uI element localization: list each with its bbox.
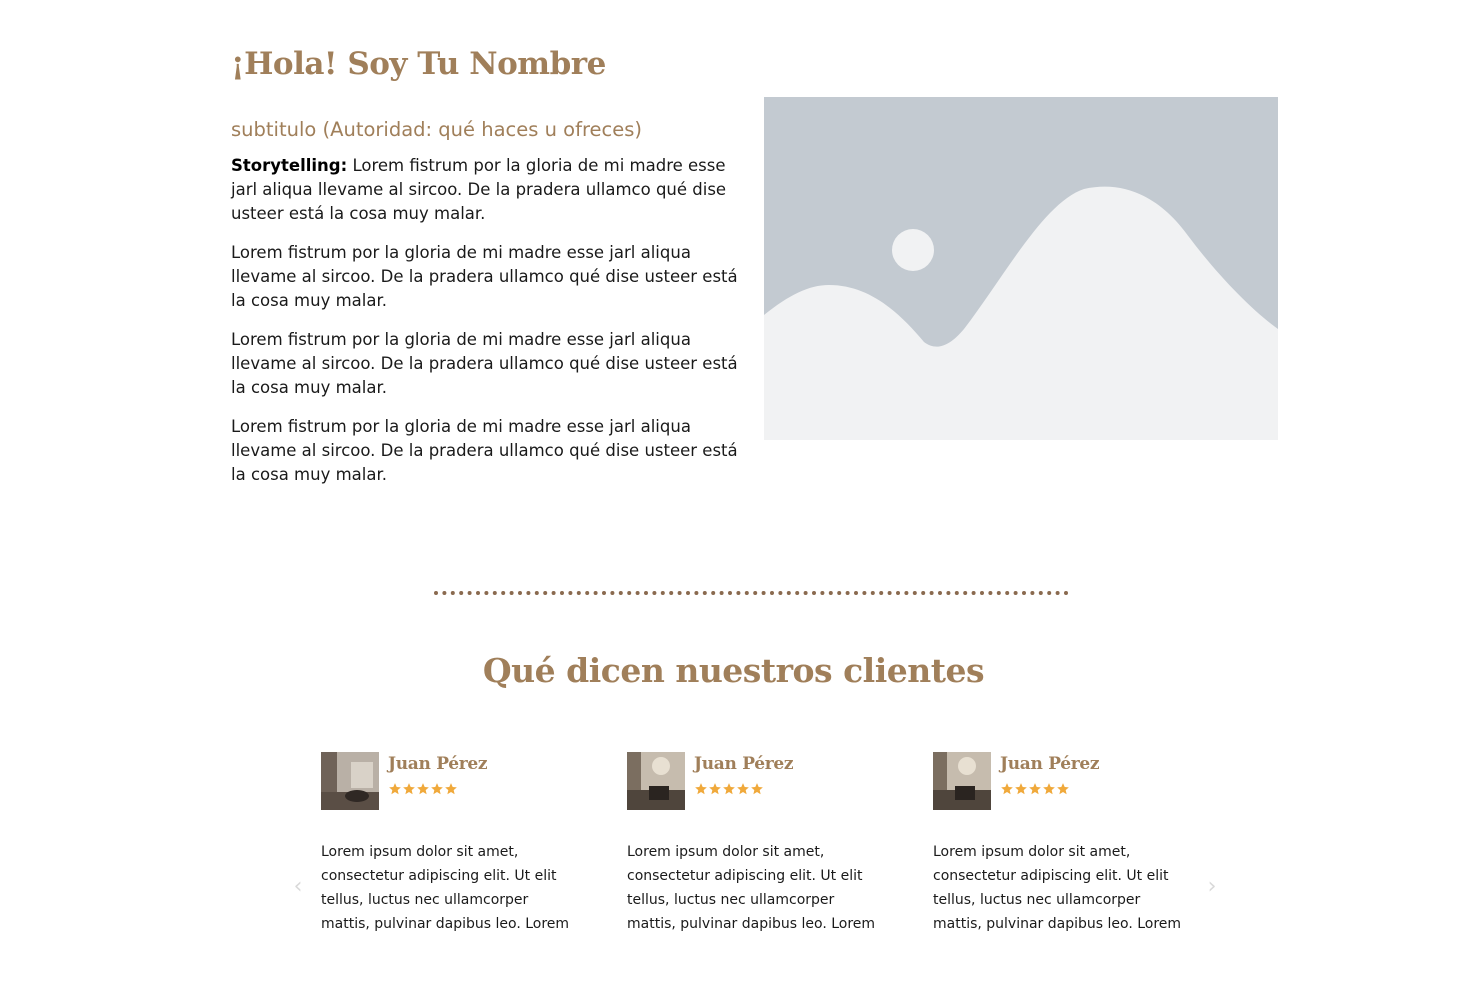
star-icon (722, 782, 736, 796)
star-icon (402, 782, 416, 796)
star-icon (1056, 782, 1070, 796)
testimonial-card (627, 752, 887, 932)
testimonial-name: Juan Pérez (1000, 754, 1100, 774)
star-icon (736, 782, 750, 796)
storytelling-paragraph (231, 154, 756, 226)
star-icon (1000, 782, 1014, 796)
testimonial-name: Juan Pérez (694, 754, 794, 774)
about-paragraph: Lorem fistrum por la gloria de mi madre esse jarl aliqua llevame al sircoo. De la pradera ullamco qué dise usteer está la cosa muy malar. (231, 243, 738, 310)
image-placeholder-icon (764, 97, 1278, 440)
about-subtitle: subtitulo (Autoridad: qué haces u ofreces) (231, 118, 643, 141)
avatar (321, 752, 379, 810)
star-icon (444, 782, 458, 796)
star-rating (1000, 782, 1070, 796)
testimonial-name: Juan Pérez (388, 754, 488, 774)
image-placeholder-graphic (764, 97, 1278, 440)
about-text-column (231, 116, 756, 502)
star-icon (430, 782, 444, 796)
testimonial-card (933, 752, 1193, 932)
testimonial-text: Lorem ipsum dolor sit amet, consectetur adipiscing elit. Ut elit tellus, luctus nec ullamcorper mattis, pulvinar dapibus leo. Lorem (933, 844, 1182, 932)
star-icon (708, 782, 722, 796)
star-rating (388, 782, 458, 796)
testimonials-title: Qué dicen nuestros clientes (482, 651, 985, 690)
chevron-left-icon[interactable]: ‹ (293, 874, 303, 899)
image-placeholder-sun (892, 229, 934, 271)
about-paragraph: Lorem fistrum por la gloria de mi madre esse jarl aliqua llevame al sircoo. De la pradera ullamco qué dise usteer está la cosa muy malar. (231, 330, 738, 397)
about-title: ¡Hola! Soy Tu Nombre (231, 46, 606, 82)
storytelling-label: Storytelling: (231, 156, 348, 175)
star-icon (1042, 782, 1056, 796)
star-icon (750, 782, 764, 796)
chevron-right-icon[interactable]: › (1207, 874, 1217, 899)
star-icon (694, 782, 708, 796)
avatar (933, 752, 991, 810)
storytelling-text: Lorem fistrum por la gloria de mi madre esse jarl aliqua llevame al sircoo. De la pradera ullamco qué dise usteer está la cosa muy malar. (231, 156, 727, 223)
dotted-divider (434, 588, 1074, 598)
star-icon (1028, 782, 1042, 796)
testimonials-carousel (280, 740, 1230, 932)
star-icon (416, 782, 430, 796)
testimonial-text: Lorem ipsum dolor sit amet, consectetur adipiscing elit. Ut elit tellus, luctus nec ullamcorper mattis, pulvinar dapibus leo. Lorem (321, 844, 570, 932)
testimonial-text: Lorem ipsum dolor sit amet, consectetur adipiscing elit. Ut elit tellus, luctus nec ullamcorper mattis, pulvinar dapibus leo. Lorem (627, 844, 876, 932)
star-icon (1014, 782, 1028, 796)
star-icon (388, 782, 402, 796)
about-paragraph: Lorem fistrum por la gloria de mi madre esse jarl aliqua llevame al sircoo. De la pradera ullamco qué dise usteer está la cosa muy malar. (231, 417, 738, 484)
testimonial-card (321, 752, 581, 932)
avatar (627, 752, 685, 810)
star-rating (694, 782, 764, 796)
